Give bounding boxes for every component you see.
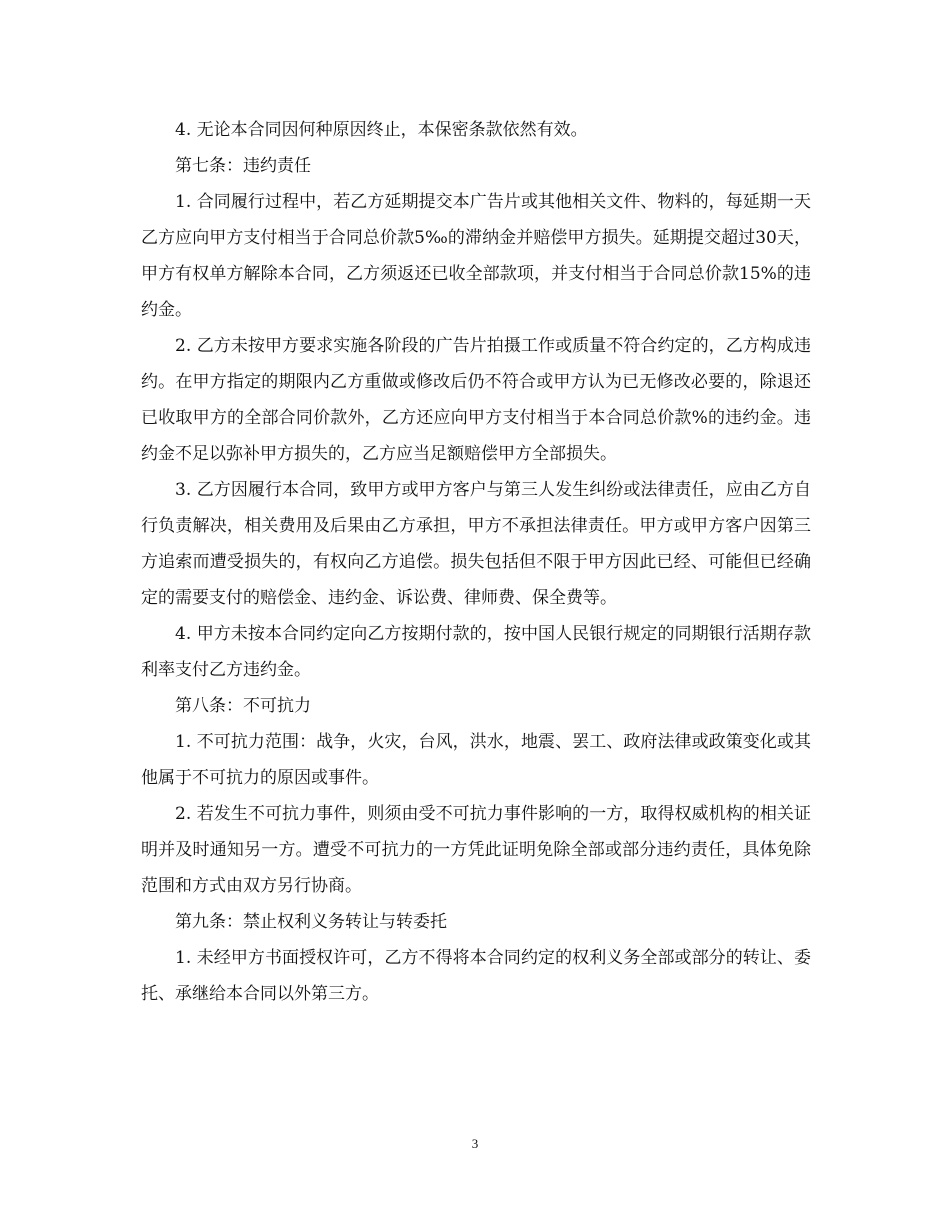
paragraph-article-7-item-1: 1. 合同履行过程中，若乙方延期提交本广告片或其他相关文件、物料的，每延期一天乙方应向甲方支付相当于合同总价款5‰的滞纳金并赔偿甲方损失。延期提交超过30天，甲方有权单方解除本合同，乙方须返还已收全部款项，并支付相当于合同总价款15%的违约金。 [141, 192, 811, 320]
paragraph-article-7-item-4: 4. 甲方未按本合同约定向乙方按期付款的，按中国人民银行规定的同期银行活期存款利率支付乙方违约金。 [141, 624, 811, 680]
heading-article-9-no-transfer: 第九条：禁止权利义务转让与转委托 [175, 912, 447, 932]
paragraph-article-9-item-1: 1. 未经甲方书面授权许可，乙方不得将本合同约定的权利义务全部或部分的转让、委托、承继给本合同以外第三方。 [141, 948, 811, 1004]
paragraph-article-8-item-1: 1. 不可抗力范围：战争，火灾，台风，洪水，地震、罢工、政府法律或政策变化或其他属于不可抗力的原因或事件。 [141, 732, 811, 788]
paragraph-confidentiality-clause-4: 4. 无论本合同因何种原因终止，本保密条款依然有效。 [175, 120, 588, 140]
heading-article-8-force-majeure: 第八条：不可抗力 [175, 696, 311, 716]
heading-article-7-breach-liability: 第七条：违约责任 [175, 156, 311, 176]
paragraph-article-7-item-2: 2. 乙方未按甲方要求实施各阶段的广告片拍摄工作或质量不符合约定的，乙方构成违约。在甲方指定的期限内乙方重做或修改后仍不符合或甲方认为已无修改必要的，除退还已收取甲方的全部合同价款外，乙方还应向甲方支付相当于本合同总价款%的违约金。违约金不足以弥补甲方损失的，乙方应当足额赔偿甲方全部损失。 [141, 336, 811, 464]
page-number: 3 [471, 1136, 479, 1151]
paragraph-article-8-item-2: 2. 若发生不可抗力事件，则须由受不可抗力事件影响的一方，取得权威机构的相关证明并及时通知另一方。遭受不可抗力的一方凭此证明免除全部或部分违约责任，具体免除范围和方式由双方另行协商。 [141, 804, 811, 896]
paragraph-article-7-item-3: 3. 乙方因履行本合同，致甲方或甲方客户与第三人发生纠纷或法律责任，应由乙方自行负责解决，相关费用及后果由乙方承担，甲方不承担法律责任。甲方或甲方客户因第三方追索而遭受损失的，有权向乙方追偿。损失包括但不限于甲方因此已经、可能但已经确定的需要支付的赔偿金、违约金、诉讼费、律师费、保全费等。 [141, 480, 811, 608]
document-body [141, 112, 811, 1012]
